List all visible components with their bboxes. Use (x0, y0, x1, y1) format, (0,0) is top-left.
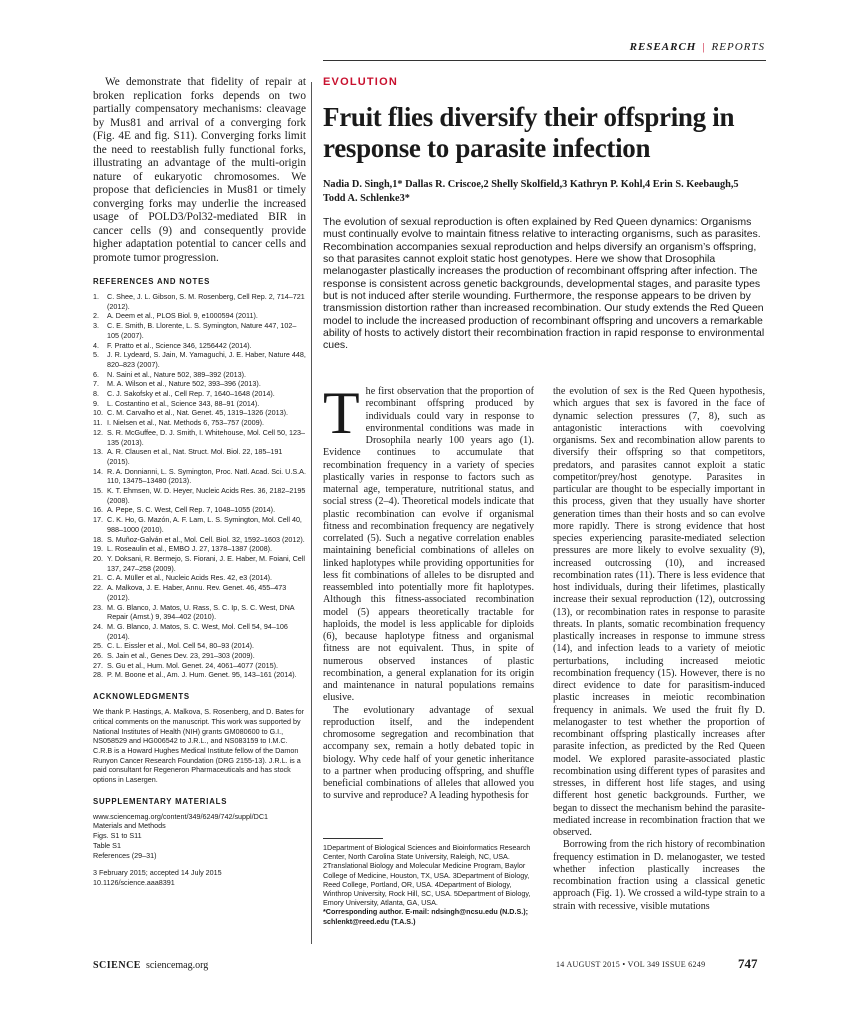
reference-text: M. G. Blanco, J. Matos, U. Rass, S. C. Ip, S. C. West, DNA Repair (Amst.) 9, 394–402 (2010). (107, 602, 295, 622)
reference-item (93, 292, 306, 311)
reference-text: A. R. Clausen et al., Nat. Struct. Mol. Biol. 22, 185–191 (2015). (107, 447, 283, 466)
drop-cap: T (323, 380, 360, 446)
reference-text: K. T. Ehmsen, W. D. Heyer, Nucleic Acids Res. 36, 2182–2195 (2008). (107, 486, 306, 505)
reference-item (93, 321, 306, 340)
affiliations-footnote (323, 843, 534, 926)
reference-number: 16. (93, 505, 103, 515)
supp-line: Table S1 (93, 840, 121, 850)
reference-item (93, 447, 306, 466)
reference-item (93, 341, 306, 351)
references-list (93, 292, 306, 680)
reference-text: A. Malkova, J. E. Haber, Annu. Rev. Genet. 46, 455–473 (2012). (107, 583, 287, 602)
header-separator: | (702, 41, 706, 53)
reference-number: 9. (93, 398, 99, 408)
reference-text: A. Deem et al., PLOS Biol. 9, e1000594 (2011). (107, 311, 258, 321)
affiliations-text: 1Department of Biological Sciences and Bioinformatics Research Center, North Carolina State University, Raleigh, NC, USA. 2Translational Biology and Molecular Medicine Program, Baylor College of Medicine, Houston, TX, USA. 3Department of Biology, Reed College, Portland, OR, USA. 4Department of Biology, Winthrop University, Rock Hill, SC, USA. 5Department of Biology, Emory University, Atlanta, GA, USA. (323, 843, 531, 908)
supp-line: Figs. S1 to S11 (93, 831, 142, 841)
reference-item (93, 379, 306, 389)
reference-number: 11. (93, 418, 103, 428)
footer-issue: 14 AUGUST 2015 • VOL 349 ISSUE 6249 (556, 960, 706, 969)
reference-item (93, 408, 306, 418)
journal-name: SCIENCE (93, 960, 141, 971)
body-text: he first observation that the proportion of recombinant offspring produced by individuals could vary in response to environmental conditions was made in Drosophila nearly 100 years ago (1). Evidence continues to accumulate that recombination frequency in a variety of species plastically varies in response to factors such as maternal age, temperature, nutritional status, and social stress (2–4). Theoretical models indicate that plastic recombination can evolve if organismal fitness and recombination frequency are negatively correlated (5). Such a negative correlation enables maintaining beneficial combinations of alleles on linked haplotypes while providing opportunities for less fit combinations of alleles to be disrupted and reassembled into potentially more fit haplotypes. Although this fitness-associated recombination model (5) appears theoretically tractable for haploids, the model is less applicable for diploids (6), because haplotype fitness and organismal fitness are not equivalent. Thus, in spite of numerous observed instances of plastic recombination, a general explanation for its origin and maintenance in natural populations remains elusive. (323, 386, 534, 704)
reference-number: 6. (93, 369, 99, 379)
author-list: Nadia D. Singh,1* Dallas R. Criscoe,2 Shelly Skolfield,3 Kathryn P. Kohl,4 Erin S. Keebaugh,5 Todd A. Schlenke3* (323, 179, 739, 204)
reference-item (93, 389, 306, 399)
supplementary-list (93, 812, 306, 861)
reference-number: 2. (93, 311, 99, 321)
reference-text: C. E. Smith, B. Llorente, L. S. Symington, Nature 447, 102–105 (2007). (107, 321, 297, 340)
supp-line: References (29–31) (93, 850, 157, 860)
reference-number: 12. (93, 427, 103, 437)
header-section: RESEARCH (629, 41, 697, 53)
reference-item (93, 661, 306, 671)
reference-item (93, 486, 306, 505)
reference-item (93, 418, 306, 428)
supp-line: www.sciencemag.org/content/349/6249/742/suppl/DC1 (93, 811, 269, 821)
reference-number: 24. (93, 621, 103, 631)
supplementary-heading: SUPPLEMENTARY MATERIALS (93, 796, 228, 806)
reference-item (93, 603, 306, 622)
reference-number: 18. (93, 534, 103, 544)
reference-text: S. Jain et al., Genes Dev. 23, 291–303 (2009). (107, 651, 255, 661)
reference-text: J. R. Lydeard, S. Jain, M. Yamaguchi, J. E. Haber, Nature 448, 820–823 (2007). (107, 350, 306, 369)
reference-number: 3. (93, 321, 99, 331)
corresponding-author: *Corresponding author. E-mail: ndsingh@ncsu.edu (N.D.S.); schlenkt@reed.edu (T.A.S.) (323, 907, 529, 926)
references-heading: REFERENCES AND NOTES (93, 277, 211, 286)
body-column-1 (323, 380, 534, 803)
reference-item (93, 467, 306, 486)
column-divider (311, 82, 312, 944)
reference-item (93, 515, 306, 534)
reference-item (93, 544, 306, 554)
acknowledgments-heading: ACKNOWLEDGMENTS (93, 692, 190, 702)
reference-text: P. M. Boone et al., Am. J. Hum. Genet. 95, 143–161 (2014). (107, 670, 297, 680)
supp-line: Materials and Methods (93, 821, 166, 831)
reference-text: C. K. Ho, G. Mazón, A. F. Lam, L. S. Symington, Mol. Cell 40, 988–1000 (2010). (107, 515, 302, 534)
reference-item (93, 554, 306, 573)
reference-text: A. Pepe, S. C. West, Cell Rep. 7, 1048–1055 (2014). (107, 505, 276, 515)
reference-number: 25. (93, 641, 103, 651)
reference-text: L. Costantino et al., Science 343, 88–91 (2014). (107, 398, 260, 408)
reference-text: C. Shee, J. L. Gibson, S. M. Rosenberg, Cell Rep. 2, 714–721 (2012). (107, 292, 305, 311)
body-column-2 (553, 386, 765, 913)
body-paragraph: Borrowing from the rich history of recombination frequency estimation in D. melanogaster, we tested whether infection plastically increases the recombination fraction using a classical genetic approach (Fig. 1). We crossed a wild-type strain to a strain with recessive, visible mutations (553, 839, 765, 912)
abstract: The evolution of sexual reproduction is often explained by Red Queen dynamics: Organisms must continually evolve to maintain fitness relative to interacting organisms, such as parasites. Recombination accompanies sexual reproduction and helps diversify an organism’s offspring, so that parasites cannot exploit static host genotypes. Here we show that Drosophila melanogaster plastically increases the production of recombinant offspring after infection. The response is consistent across genetic backgrounds, developmental stages, and parasite types but is not induced after sterile wounding. Furthermore, the response appears to be driven by transmission distortion rather than increased recombination. Our study extends the Red Queen model to include the increased production of recombinant offspring and uncovers a remarkable ability of hosts to actively distort their recombination fraction in rapid response to environmental cues. (323, 216, 765, 352)
reference-number: 4. (93, 340, 99, 350)
reference-number: 19. (93, 544, 103, 554)
reference-item (93, 311, 306, 321)
journal-site: sciencemag.org (145, 960, 209, 971)
header-rule (323, 60, 766, 61)
reference-text: C. A. Müller et al., Nucleic Acids Res. 42, e3 (2014). (107, 573, 272, 583)
reference-item (93, 583, 306, 602)
reference-item (93, 428, 306, 447)
reference-number: 20. (93, 553, 103, 563)
reference-text: N. Saini et al., Nature 502, 389–392 (2013). (107, 369, 247, 379)
reference-number: 14. (93, 466, 103, 476)
reference-text: Y. Doksani, R. Bermejo, S. Fiorani, J. E. Haber, M. Foiani, Cell 137, 247–258 (2009). (107, 553, 305, 573)
reference-number: 21. (93, 573, 103, 583)
reference-text: S. Muñoz-Galván et al., Mol. Cell. Biol. 32, 1592–1603 (2012). (107, 534, 305, 544)
dates-line: 10.1126/science.aaa8391 (93, 877, 175, 887)
reference-number: 1. (93, 292, 99, 301)
reference-item (93, 399, 306, 409)
reference-item (93, 535, 306, 545)
dates-line: 3 February 2015; accepted 14 July 2015 (93, 868, 222, 878)
body-paragraph: The evolutionary advantage of sexual reproduction itself, and the independent chromosome segregation and recombination that accompany sex, remain a hotly debated topic in biology. Why cede half of your genetic inheritance to a partner when producing offspring, and shuffle beneficial combinations of alleles that allowed you to survive and reproduce? A leading hypothesis for (323, 704, 534, 802)
body-paragraph: the evolution of sex is the Red Queen hypothesis, which argues that sex is favored in the face of dynamic selection pressures (7, 8), such as antagonistic interactions with coevolving organisms. Sex and recombination allow parents to diversify their offspring so that competitors, predators, and parasites cannot exploit a static competitor/prey/host genotype. Parasites in particular are thought to be especially important in this process, given that they usually have shorter generation times than their hosts and so can evolve more rapidly. There is strong evidence that host species experiencing parasite-mediated selection pressures are more likely to evolve sexuality (9), increased outcrossing (10), and increased recombination rates (11). There is less evidence that host individuals, during their lifetimes, plastically increase their sexual reproduction (12), outcrossing (13), or recombination rates in response to parasite threats. In plants, somatic recombination frequency plastically increases in response to immune stress (14), and infection leads to a variety of meiotic perturbations, including increased meiotic recombination frequency (15). However, there is no direct evidence to date for parasitism-induced plastic increases in meiotic recombination frequency in animals. We used the fruit fly D. melanogaster to test whether the proportion of recombinant offspring plastically increases after parasite infection, as predicted by the Red Queen model. We explored parasite-associated plastic recombination using different types of parasites and stresses, in different host life stages, and using different host genetic backgrounds. Further, we began to dissect the mechanism behind the parasite-mediated increase in recombination fraction that we observed. (553, 386, 765, 838)
header-subsection: REPORTS (711, 41, 765, 53)
reference-number: 10. (93, 408, 103, 418)
reference-number: 27. (93, 660, 103, 670)
footnote-rule (323, 838, 383, 839)
reference-text: C. L. Eissler et al., Mol. Cell 54, 80–93 (2014). (107, 641, 255, 651)
reference-text: F. Pratto et al., Science 346, 1256442 (2014). (107, 340, 252, 350)
reference-item (93, 670, 306, 680)
reference-number: 13. (93, 447, 103, 457)
reference-number: 15. (93, 486, 103, 496)
reference-text: M. G. Blanco, J. Matos, S. C. West, Mol. Cell 54, 94–106 (2014). (107, 621, 288, 641)
page-number: 747 (738, 956, 758, 971)
reference-text: R. A. Donnianni, L. S. Symington, Proc. Natl. Acad. Sci. U.S.A. 110, 13475–13480 (2013). (107, 466, 306, 486)
article-title: Fruit flies diversify their offspring in response to parasite infection (323, 102, 735, 163)
reference-text: C. J. Sakofsky et al., Cell Rep. 7, 1640–1648 (2014). (107, 389, 275, 399)
reference-item (93, 350, 306, 369)
reference-text: I. Nielsen et al., Nat. Methods 6, 753–757 (2009). (107, 418, 265, 428)
reference-item (93, 505, 306, 515)
previous-article-conclusion: We demonstrate that fidelity of repair at broken replication forks depends on two partially compensatory mechanisms: cleavage by Mus81 and arrival of a converging fork (Fig. 4E and fig. S11). Converging forks limit the need to reestablish fully functional forks, illustrating an advantage of the multi-origin nature of eukaryotic chromosomes. We propose that deficiencies in Mus81 or timely converging forks may underlie the increased usage of POLD3/Pol32-mediated BIR in cancer cells (9) and consequently provide higher adaptation potential to cancer cells and promote tumor progression. (93, 76, 306, 264)
reference-number: 17. (93, 515, 103, 525)
reference-text: S. R. McGuffee, D. J. Smith, I. Whitehouse, Mol. Cell 50, 123–135 (2013). (107, 427, 306, 447)
footer-journal (93, 960, 208, 971)
reference-text: C. M. Carvalho et al., Nat. Genet. 45, 1319–1326 (2013). (107, 408, 288, 418)
body-paragraph (323, 380, 534, 705)
reference-item (93, 573, 306, 583)
reference-number: 26. (93, 651, 103, 661)
reference-text: L. Roseaulin et al., EMBO J. 27, 1378–1387 (2008). (107, 544, 273, 554)
running-header (630, 41, 765, 53)
reference-item (93, 651, 306, 661)
reference-item (93, 370, 306, 380)
reference-number: 22. (93, 583, 103, 593)
reference-item (93, 622, 306, 641)
article-dates (93, 868, 306, 887)
reference-number: 8. (93, 389, 99, 399)
reference-number: 28. (93, 670, 103, 680)
reference-number: 5. (93, 350, 99, 360)
reference-number: 23. (93, 602, 103, 612)
reference-text: M. A. Wilson et al., Nature 502, 393–396 (2013). (107, 379, 261, 389)
reference-text: S. Gu et al., Hum. Mol. Genet. 24, 4061–4077 (2015). (107, 660, 279, 670)
reference-number: 7. (93, 379, 99, 389)
reference-item (93, 641, 306, 651)
left-column (93, 76, 306, 888)
acknowledgments-text: We thank P. Hastings, A. Malkova, S. Rosenberg, and D. Bates for critical comments on the manuscript. This work was supported by National Institutes of Health (NIH) grants GM080600 to G.I., NS058529 and HG006542 to J.R.L., and NS083159 to I.M.C. C.R.B is a Howard Hughes Medical Institute fellow of the Damon Runyon Cancer Research Foundation (DRG 2155-13). J.R.L. is a paid consultant for Regeneron Pharmaceuticals and has stock options in Lasergen. (93, 707, 305, 785)
section-kicker: EVOLUTION (323, 76, 398, 88)
